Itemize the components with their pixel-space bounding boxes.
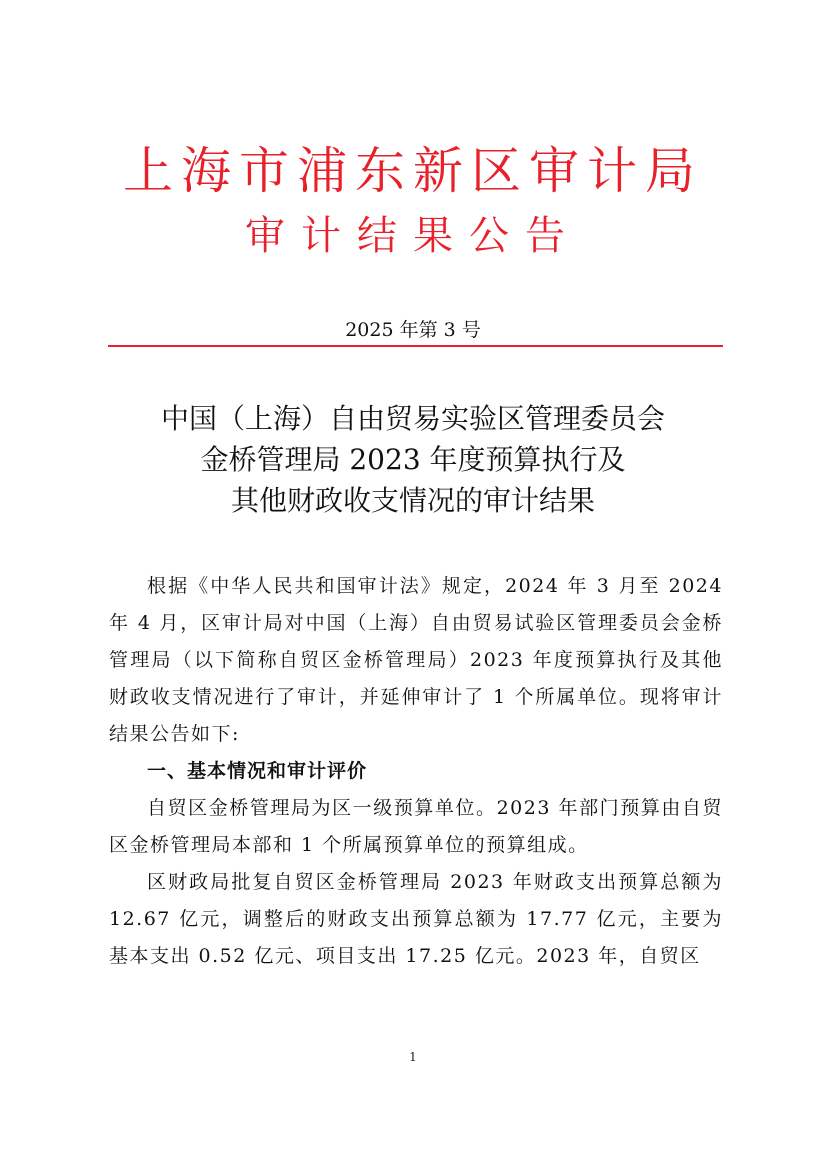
- title-line-3: 其他财政收支情况的审计结果: [230, 484, 595, 517]
- document-title: [0, 398, 826, 521]
- issue-number: 2025 年第 3 号: [345, 319, 481, 341]
- body-paragraph-2: 自贸区金桥管理局为区一级预算单位。2023 年部门预算由自贸区金桥管理局本部和 1 个所属预算单位的预算组成。: [109, 797, 723, 856]
- body-paragraph-3: 区财政局批复自贸区金桥管理局 2023 年财政支出预算总额为 12.67 亿元，调整后的财政支出预算总额为 17.77 亿元，主要为基本支出 0.52 亿元、项目支出 17.25 亿元。2023 年，自贸区: [109, 871, 723, 967]
- header-organization: 上海市浦东新区审计局: [123, 142, 703, 200]
- body-paragraph-1: 根据《中华人民共和国审计法》规定，2024 年 3 月至 2024 年 4 月，区审计局对中国（上海）自由贸易试验区管理委员会金桥管理局（以下简称自贸区金桥管理局）2023 年度预算执行及其他财政收支情况进行了审计，并延伸审计了 1 个所属单位。现将审计结果公告如下:: [109, 575, 723, 745]
- page-number: 1: [409, 1050, 417, 1064]
- section-heading-1: 一、基本情况和审计评价: [147, 760, 368, 782]
- header-document-type: 审计结果公告: [245, 213, 581, 259]
- title-line-2: 金桥管理局 2023 年度预算执行及: [200, 443, 626, 476]
- document-body: [109, 568, 723, 975]
- header-divider-line: [108, 345, 723, 347]
- title-line-1: 中国（上海）自由贸易实验区管理委员会: [160, 402, 665, 435]
